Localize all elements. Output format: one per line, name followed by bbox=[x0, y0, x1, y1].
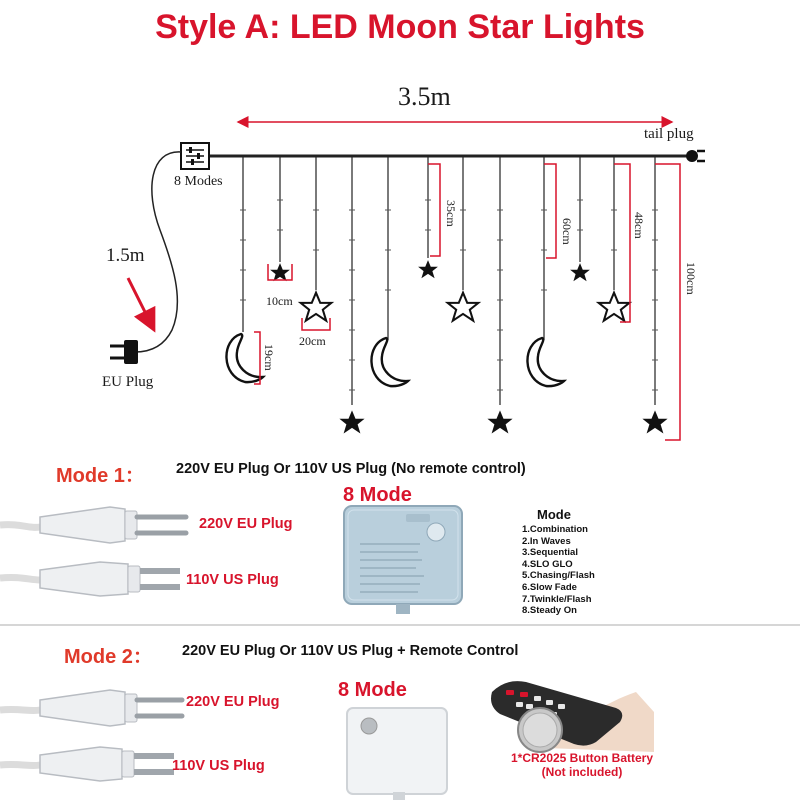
tail-plug-icon bbox=[686, 150, 705, 162]
mode1-us-plug-label: 110V US Plug bbox=[186, 572, 279, 588]
length-label: 3.5m bbox=[398, 82, 451, 111]
star-icon bbox=[270, 263, 290, 281]
cable-length-label: 1.5m bbox=[106, 245, 145, 266]
filled-stars bbox=[270, 260, 667, 433]
star-icon bbox=[339, 410, 364, 433]
star-outline-icon bbox=[448, 293, 479, 321]
mode2-controller-image bbox=[343, 704, 453, 800]
eu-plug-label: EU Plug bbox=[102, 374, 154, 390]
mode2-us-plug-image bbox=[0, 735, 200, 795]
moon-icon bbox=[371, 338, 408, 386]
hanging-strands bbox=[243, 156, 655, 405]
modes-label: 8 Modes bbox=[174, 174, 223, 189]
dim-100cm: 100cm bbox=[684, 262, 698, 295]
mode-list-item: 3.Sequential bbox=[522, 547, 578, 559]
section-divider bbox=[0, 624, 800, 626]
page-title: Style A: LED Moon Star Lights bbox=[155, 8, 645, 46]
mode1-description: 220V EU Plug Or 110V US Plug (No remote control) bbox=[176, 461, 526, 477]
battery-note bbox=[472, 751, 692, 779]
mode1-controller-title: 8 Mode bbox=[343, 484, 412, 506]
eu-plug-icon bbox=[110, 340, 138, 364]
mode-list bbox=[522, 524, 595, 617]
mode1-eu-plug-label: 220V EU Plug bbox=[199, 516, 293, 532]
led-ticks bbox=[240, 200, 658, 390]
mode1-controller-image bbox=[340, 502, 470, 617]
mode-list-item: 1.Combination bbox=[522, 524, 588, 535]
cable-arrow bbox=[128, 278, 154, 330]
moon-icon bbox=[527, 338, 564, 386]
mode1-heading: Mode 1： bbox=[56, 465, 145, 487]
star-outline-icon bbox=[599, 293, 630, 321]
star-icon bbox=[487, 410, 512, 433]
star-icon bbox=[642, 410, 667, 433]
mode2-eu-plug-label: 220V EU Plug bbox=[186, 694, 280, 710]
dim-48cm: 48cm bbox=[632, 212, 646, 239]
battery-line2: (Not included) bbox=[541, 765, 623, 779]
dim-20cm: 20cm bbox=[299, 334, 326, 348]
moon-icon bbox=[226, 334, 263, 382]
mode1-eu-plug-image bbox=[0, 495, 200, 555]
mode2-us-plug-label: 110V US Plug bbox=[172, 758, 265, 774]
mode-list-item: 2.In Waves bbox=[522, 535, 571, 547]
moons bbox=[226, 334, 564, 386]
mode1-us-plug-image bbox=[0, 550, 200, 610]
dim-10cm: 10cm bbox=[266, 294, 293, 308]
outline-stars bbox=[301, 293, 630, 321]
mode2-heading: Mode 2： bbox=[64, 646, 153, 668]
battery-line1: 1*CR2025 Button Battery bbox=[510, 751, 654, 765]
dim-35cm: 35cm bbox=[444, 200, 458, 227]
mode2-eu-plug-image bbox=[0, 678, 200, 738]
mode-list-title: Mode bbox=[537, 507, 571, 522]
dim-19cm: 19cm bbox=[262, 344, 276, 371]
mode-list-item: 8.Steady On bbox=[522, 605, 577, 617]
remote-control-image bbox=[486, 672, 656, 752]
mode-list-item: 5.Chasing/Flash bbox=[522, 570, 595, 582]
button-battery-image bbox=[515, 705, 565, 755]
tail-plug-label: tail plug bbox=[644, 126, 694, 142]
mode-list-item: 4.SLO GLO bbox=[522, 558, 573, 570]
mode-list-item: 7.Twinkle/Flash bbox=[522, 593, 592, 605]
controller-box-icon bbox=[181, 143, 209, 169]
dim-60cm: 60cm bbox=[560, 218, 574, 245]
star-icon bbox=[418, 260, 438, 278]
mode2-description: 220V EU Plug Or 110V US Plug + Remote Control bbox=[182, 643, 519, 659]
star-icon bbox=[570, 263, 590, 281]
mode2-controller-title: 8 Mode bbox=[338, 679, 407, 701]
star-outline-icon bbox=[301, 293, 332, 321]
mode-list-item: 6.Slow Fade bbox=[522, 581, 577, 593]
